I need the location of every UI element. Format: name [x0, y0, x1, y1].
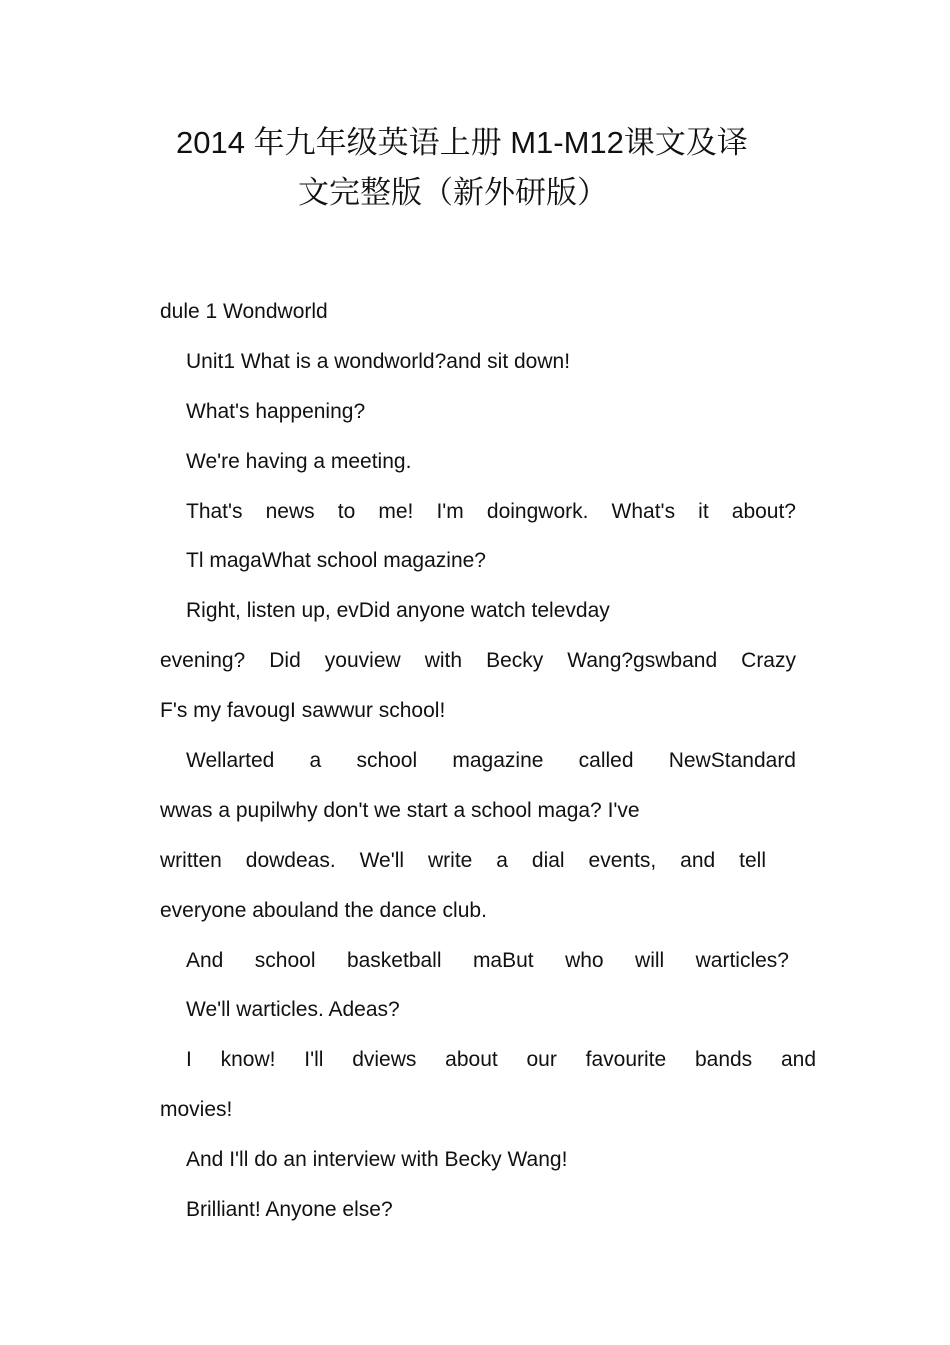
text-line: everyone abouland the dance club.: [160, 898, 487, 922]
text-line: movies!: [160, 1098, 233, 1122]
text-line: We'll warticles. Adeas?: [186, 998, 400, 1022]
text-line: I know! I'll dviews about our favourite bands and: [186, 1048, 816, 1072]
title-line-2: 文完整版（新外研版）: [298, 175, 608, 210]
title-line-1: 2014 年九年级英语上册 M1-M12课文及译: [176, 125, 748, 160]
text-line: And I'll do an interview with Becky Wang!: [186, 1148, 568, 1172]
text-line: Wellarted a school magazine called NewStandard: [186, 749, 796, 773]
text-line: We're having a meeting.: [186, 449, 412, 473]
text-line: written dowdeas. We'll write a dial events, and tell: [160, 848, 766, 872]
text-line: Tl magaWhat school magazine?: [186, 549, 486, 573]
text-line: Brilliant! Anyone else?: [186, 1198, 393, 1222]
document-body: [160, 287, 816, 1235]
text-line: dule 1 Wondworld: [160, 300, 328, 323]
document-title: [0, 118, 950, 218]
text-line: Unit1 What is a wondworld?and sit down!: [186, 349, 571, 373]
text-line: Right, listen up, evDid anyone watch televday: [186, 599, 610, 623]
text-line: That's news to me! I'm doingwork. What's it about?: [186, 499, 796, 523]
text-line: evening? Did youview with Becky Wang?gswband Crazy: [160, 649, 796, 673]
text-line: wwas a pupilwhy don't we start a school maga? I've: [160, 798, 640, 822]
text-line: What's happening?: [186, 399, 366, 423]
text-line: F's my favougI sawwur school!: [160, 699, 446, 723]
text-line: And school basketball maBut who will warticles?: [186, 948, 789, 972]
